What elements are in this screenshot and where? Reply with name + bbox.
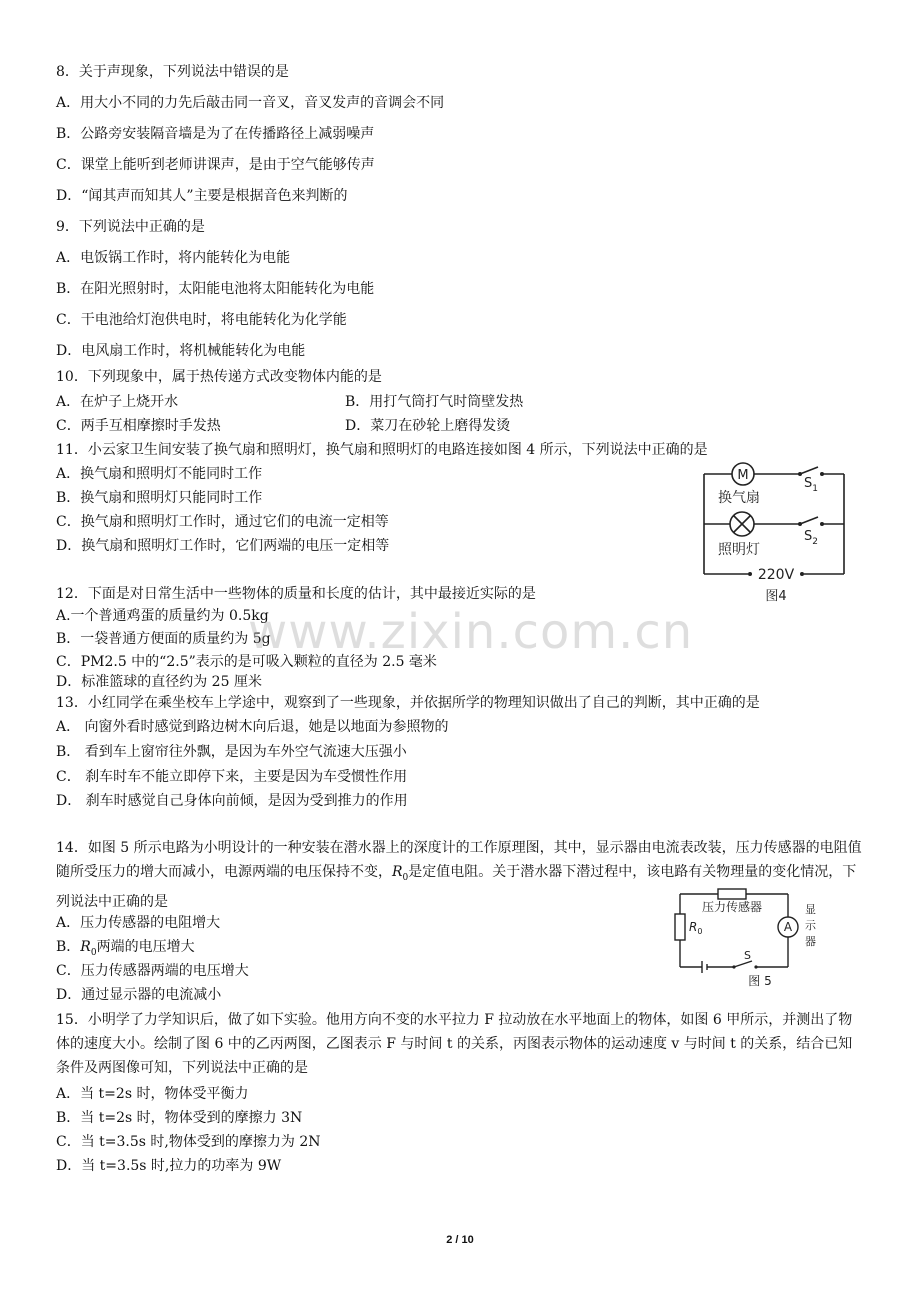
- lamp-label: 照明灯: [718, 542, 760, 558]
- q14-option-c: C．压力传感器两端的电压增大: [56, 963, 249, 979]
- q13-option-b: B． 看到车上窗帘往外飘，是因为车外空气流速大压强小: [56, 744, 407, 760]
- q12-stem: 12．下面是对日常生活中一些物体的质量和长度的估计，其中最接近实际的是: [56, 586, 536, 602]
- q13-option-a: A． 向窗外看时感觉到路边树木向后退，她是以地面为参照物的: [56, 719, 449, 735]
- q14-option-b: B．$R_0$两端的电压增大: [56, 939, 195, 958]
- switch-s1-label: $S_1$: [804, 476, 818, 494]
- q9-option-d: D．电风扇工作时，将机械能转化为电能: [56, 343, 306, 359]
- q10-stem: 10．下列现象中，属于热传递方式改变物体内能的是: [56, 369, 382, 385]
- switch-s-label: S: [744, 949, 751, 962]
- figure-4-circuit: [694, 458, 856, 606]
- q11-option-c: C．换气扇和照明灯工作时，通过它们的电流一定相等: [56, 514, 389, 530]
- display-label-1: 显: [805, 903, 816, 916]
- q11-stem: 11．小云家卫生间安装了换气扇和照明灯，换气扇和照明灯的电路连接如图 4 所示，下列说法中正确的是: [56, 442, 708, 458]
- page-number: 2 / 10: [446, 1234, 474, 1246]
- voltage-label: 220V: [757, 567, 795, 583]
- q15-option-b: B．当 t=2s 时，物体受到的摩擦力 3N: [56, 1110, 303, 1126]
- q13-option-c: C． 刹车时车不能立即停下来，主要是因为车受惯性作用: [56, 769, 408, 785]
- q8-option-a: A．用大小不同的力先后敲击同一音叉，音叉发声的音调会不同: [56, 95, 445, 111]
- q14-option-d: D．通过显示器的电流减小: [56, 987, 222, 1003]
- q12-option-a: A.一个普通鸡蛋的质量约为 0.5kg: [56, 608, 269, 624]
- q9-option-a: A．电饭锅工作时，将内能转化为电能: [56, 250, 291, 266]
- display-label-3: 器: [805, 935, 816, 948]
- q10-option-a: A．在炉子上烧开水: [56, 394, 179, 410]
- display-label-2: 示: [805, 919, 816, 932]
- q15-option-a: A．当 t=2s 时，物体受平衡力: [56, 1086, 249, 1102]
- switch-s2-label: $S_2$: [804, 529, 818, 547]
- q12-option-b: B．一袋普通方便面的质量约为 5g: [56, 631, 271, 647]
- q12-option-c: C．PM2.5 中的“2.5”表示的是可吸入颗粒的直径为 2.5 毫米: [56, 654, 437, 670]
- q13-option-d: D． 刹车时感觉自己身体向前倾，是因为受到推力的作用: [56, 793, 408, 809]
- q8-option-d: D．“闻其声而知其人”主要是根据音色来判断的: [56, 188, 348, 204]
- q9-stem: 9．下列说法中正确的是: [56, 219, 205, 235]
- ammeter-symbol: A: [783, 920, 793, 934]
- q9-option-c: C．干电池给灯泡供电时，将电能转化为化学能: [56, 312, 347, 328]
- q15-option-d: D．当 t=3.5s 时,拉力的功率为 9W: [56, 1158, 282, 1174]
- q15-stem: 15．小明学了力学知识后，做了如下实验。他用方向不变的水平拉力 F 拉动放在水平地面上的物体，如图 6 甲所示，并测出了物体的速度大小。绘制了图 6 中的乙丙两图，乙图表示 F 与时间 t 的关系，丙图表示物体的运动速度 v 与时间 t 的关系，结合已知条件及两图像可知，下列说法中正确的是: [56, 1012, 853, 1076]
- figure-5-circuit: [672, 884, 824, 992]
- motor-symbol: M: [737, 468, 749, 483]
- pressure-sensor-label: 压力传感器: [702, 900, 763, 914]
- r0-label: $R_0$: [689, 920, 703, 936]
- q8-option-c: C．课堂上能听到老师讲课声，是由于空气能够传声: [56, 157, 375, 173]
- q9-option-b: B．在阳光照射时，太阳能电池将太阳能转化为电能: [56, 281, 375, 297]
- q8-option-b: B．公路旁安装隔音墙是为了在传播路径上减弱噪声: [56, 126, 375, 142]
- figure-4-caption: 图4: [765, 589, 787, 604]
- q11-option-b: B．换气扇和照明灯只能同时工作: [56, 490, 263, 506]
- fan-label: 换气扇: [718, 490, 760, 506]
- q13-stem: 13．小红同学在乘坐校车上学途中，观察到了一些现象，并依据所学的物理知识做出了自己的判断，其中正确的是: [56, 695, 760, 711]
- q15-option-c: C．当 t=3.5s 时,物体受到的摩擦力为 2N: [56, 1134, 321, 1150]
- q14-stem: 14．如图 5 所示电路为小明设计的一种安装在潜水器上的深度计的工作原理图，其中，显示器由电流表改装，压力传感器的电阻值随所受压力的增大而减小，电源两端的电压保持不变，$R_0$是定值电阻。关于潜水器下潜过程中，该电路有关物理量的变化情况，下列说法中正确的是: [56, 840, 862, 910]
- q11-option-d: D．换气扇和照明灯工作时，它们两端的电压一定相等: [56, 538, 390, 554]
- q10-option-b: B．用打气筒打气时筒壁发热: [345, 394, 524, 410]
- q11-option-a: A．换气扇和照明灯不能同时工作: [56, 466, 263, 482]
- watermark: www.zixin.com.cn: [248, 604, 694, 660]
- q10-option-d: D．菜刀在砂轮上磨得发烫: [345, 418, 511, 434]
- q8-stem: 8．关于声现象，下列说法中错误的是: [56, 64, 289, 80]
- q14-option-a: A．压力传感器的电阻增大: [56, 915, 221, 931]
- q10-option-c: C．两手互相摩擦时手发热: [56, 418, 221, 434]
- figure-5-caption: 图 5: [748, 974, 772, 988]
- q12-option-d: D．标准篮球的直径约为 25 厘米: [56, 674, 262, 690]
